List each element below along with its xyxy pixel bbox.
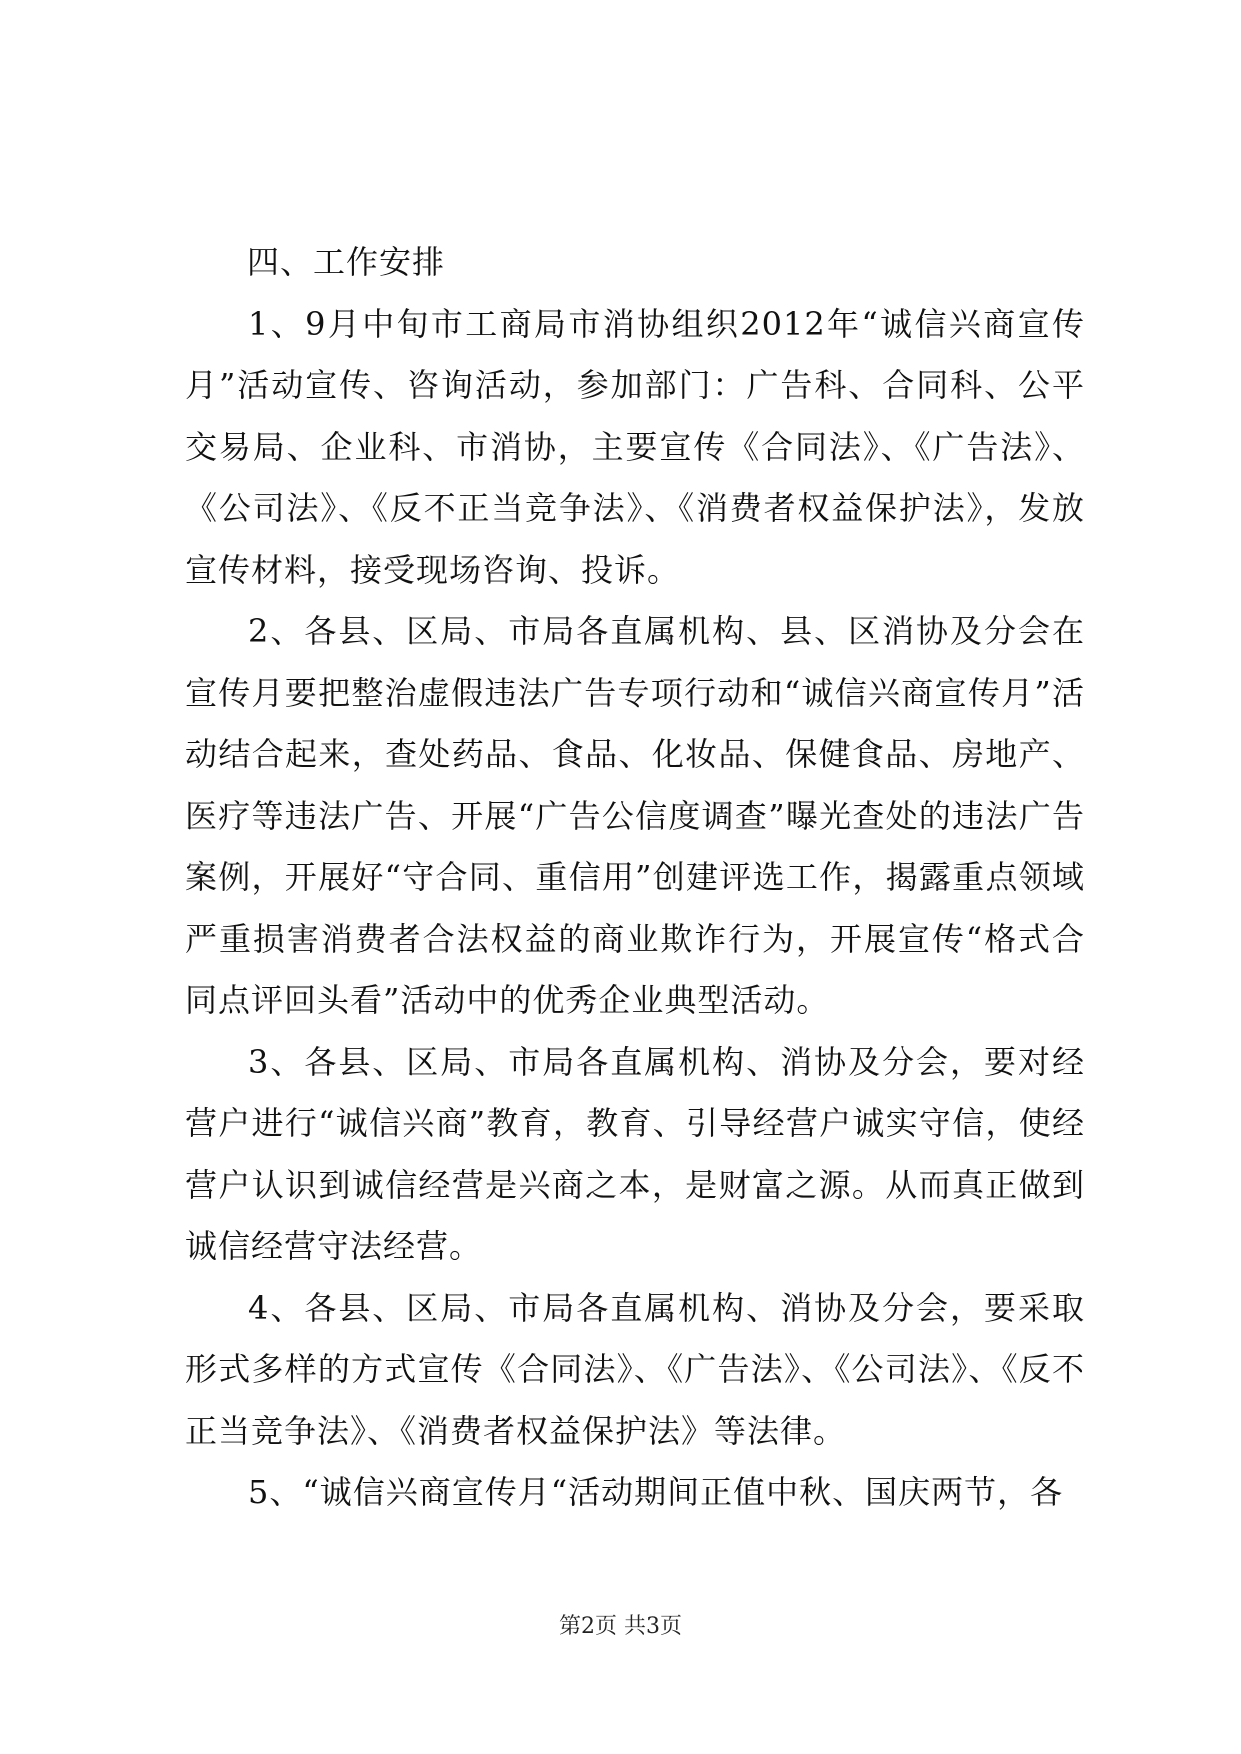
- paragraph-5: 5、“诚信兴商宣传月“活动期间正值中秋、国庆两节，各: [248, 1473, 1064, 1511]
- paragraph-4: 4、各县、区局、市局各直属机构、消协及分会，要采取形式多样的方式宣传《合同法》、《广告法》、《公司法》、《反不正当竞争法》、《消费者权益保护法》等法律。: [185, 1288, 1085, 1450]
- page-number-footer: 第2页 共3页: [559, 1614, 682, 1639]
- document-body: [185, 232, 1085, 1524]
- paragraph-3: 3、各县、区局、市局各直属机构、消协及分会，要对经营户进行“诚信兴商”教育，教育、引导经营户诚实守信，使经营户认识到诚信经营是兴商之本，是财富之源。从而真正做到诚信经营守法经营。: [185, 1042, 1085, 1265]
- paragraph-2: 2、各县、区局、市局各直属机构、县、区消协及分会在宣传月要把整治虚假违法广告专项行动和“诚信兴商宣传月”活动结合起来，查处药品、食品、化妆品、保健食品、房地产、医疗等违法广告、开展“广告公信度调查”曝光查处的违法广告案例，开展好“守合同、重信用”创建评选工作，揭露重点领域严重损害消费者合法权益的商业欺诈行为，开展宣传“格式合同点评回头看”活动中的优秀企业典型活动。: [185, 612, 1085, 1019]
- paragraph-1: 1、9月中旬市工商局市消协组织2012年“诚信兴商宣传月”活动宣传、咨询活动，参加部门：广告科、合同科、公平交易局、企业科、市消协，主要宣传《合同法》、《广告法》、《公司法》、《反不正当竞争法》、《消费者权益保护法》，发放宣传材料，接受现场咨询、投诉。: [185, 304, 1085, 589]
- section-heading: 四、工作安排: [247, 243, 446, 281]
